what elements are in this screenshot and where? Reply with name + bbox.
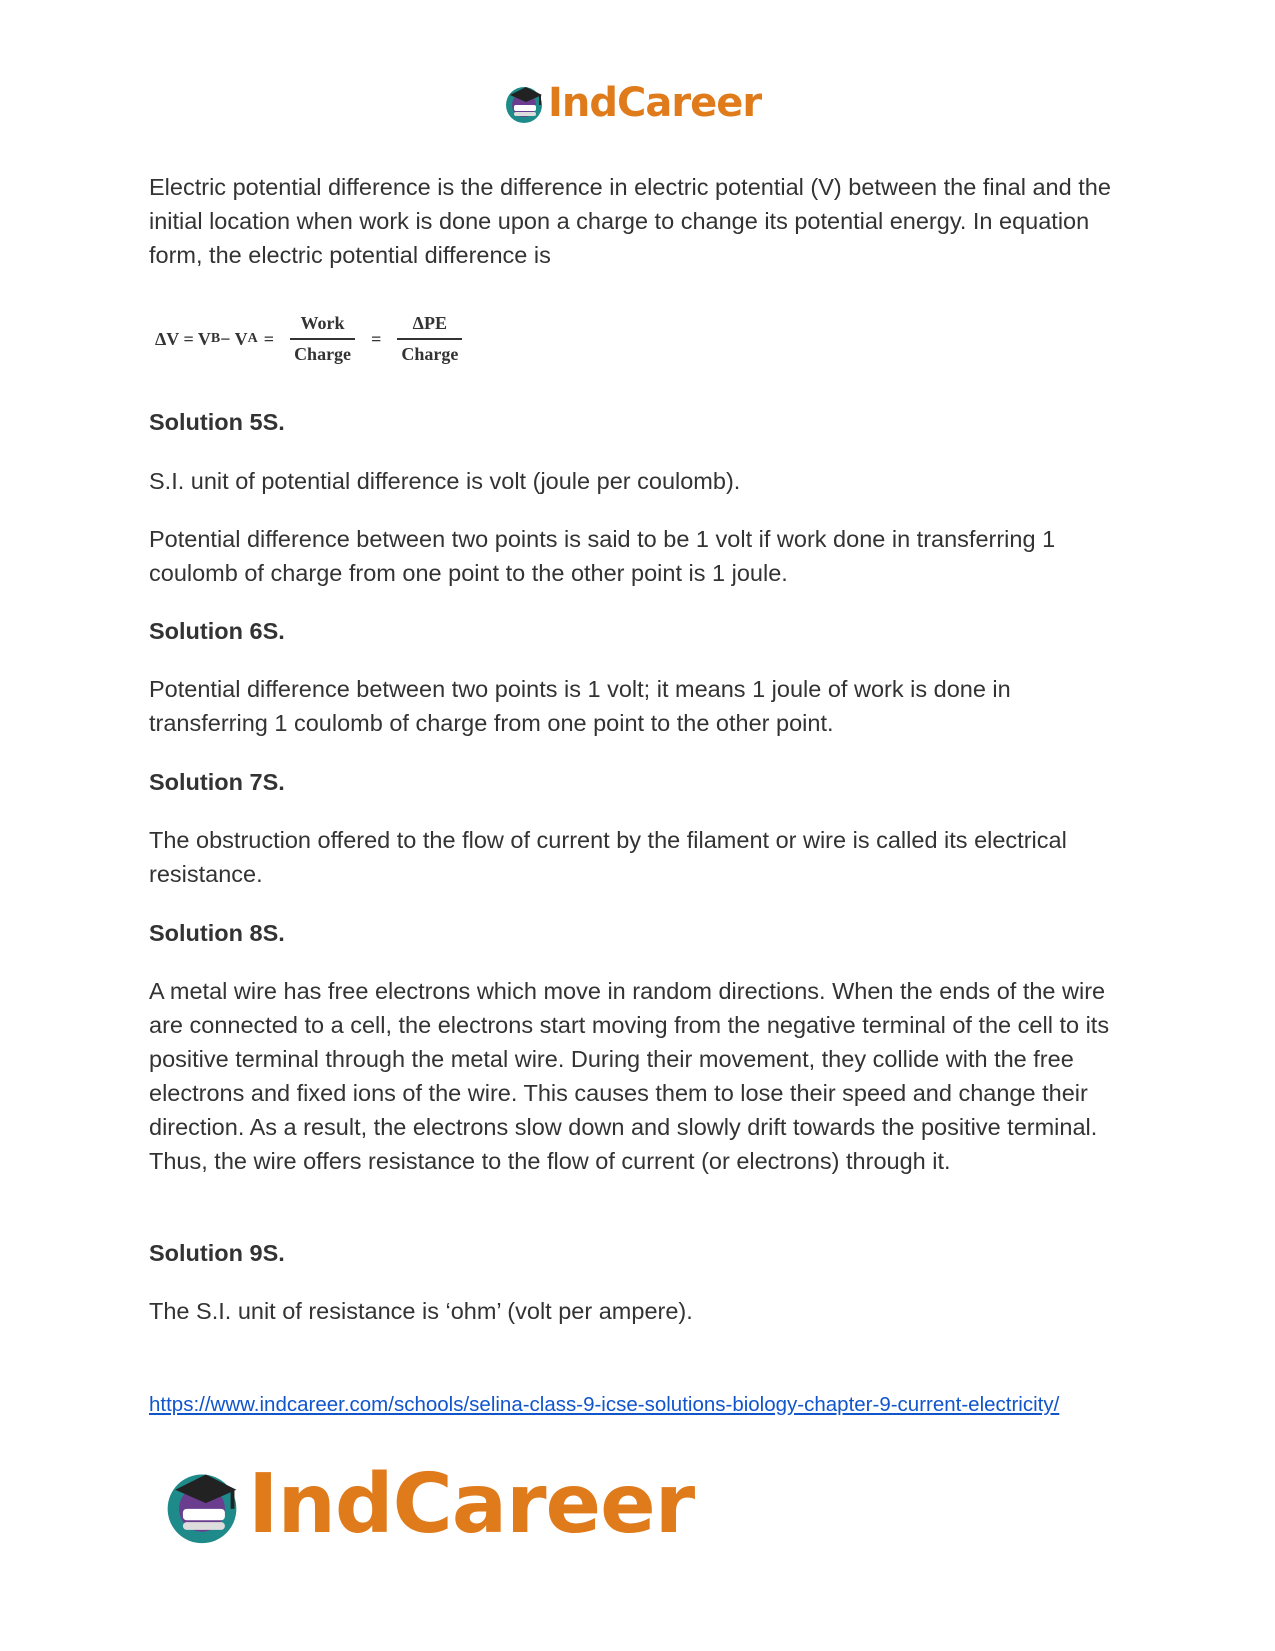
solution-heading: Solution 6S. <box>149 618 285 644</box>
intro-section <box>149 170 1134 272</box>
logo-wordmark: IndCareer <box>548 80 762 126</box>
formula-sub-a: A <box>247 331 258 346</box>
fraction-denominator-charge: Charge <box>290 338 355 365</box>
solution-paragraph: A metal wire has free electrons which move in random directions. When the ends of the wire are connected to a cell, the electrons start moving from the negative terminal of the cell to its positive terminal through the metal wire. During their movement, they collide with the free electrons and fixed ions of the wire. This causes them to lose their speed and change their direction. As a result, the electrons slow down and slowly drift towards the positive terminal. Thus, the wire offers resistance to the flow of current (or electrons) through it. <box>149 978 1110 1174</box>
formula-equals-2: = <box>371 328 382 349</box>
solution-paragraph: Potential difference between two points is said to be 1 volt if work done in transferring 1 coulomb of charge from one point to the other point is 1 joule. <box>149 526 1056 586</box>
solution-9s <box>149 1236 1134 1270</box>
formula-minus: − V <box>220 328 248 349</box>
formula-lhs: ΔV = V <box>155 328 211 349</box>
solution-5s-body-2 <box>149 522 1134 590</box>
solution-7s <box>149 765 1134 799</box>
solution-paragraph: The obstruction offered to the flow of current by the filament or wire is called its electrical resistance. <box>149 827 1067 887</box>
source-link[interactable]: https://www.indcareer.com/schools/selina-class-9-icse-solutions-biology-chapter-9-current-electricity/ <box>149 1393 1060 1416</box>
formula-equals-1: = <box>263 328 275 349</box>
solution-heading: Solution 9S. <box>149 1240 285 1266</box>
solution-8s-body <box>149 974 1134 1178</box>
solution-heading: Solution 7S. <box>149 769 285 795</box>
formula-sub-b: B <box>210 331 221 346</box>
solution-7s-body <box>149 823 1134 891</box>
solution-heading: Solution 8S. <box>149 920 285 946</box>
solution-paragraph: The S.I. unit of resistance is ‘ohm’ (volt per ampere). <box>149 1298 693 1324</box>
header-logo <box>502 80 761 126</box>
solution-paragraph: Potential difference between two points is 1 volt; it means 1 joule of work is done in transferring 1 coulomb of charge from one point to the other point. <box>149 676 1011 736</box>
pe-charge-fraction <box>397 313 462 365</box>
footer-logo <box>160 1457 695 1552</box>
fraction-numerator-work: Work <box>300 313 345 333</box>
intro-paragraph: Electric potential difference is the difference in electric potential (V) between the final and the initial location when work is done upon a charge to change its potential energy. In equation form, the electric potential difference is <box>149 174 1111 268</box>
fraction-denominator-charge-2: Charge <box>397 338 462 365</box>
solution-6s-body <box>149 672 1134 740</box>
solution-heading: Solution 5S. <box>149 409 285 435</box>
work-charge-fraction <box>290 313 355 365</box>
solution-5s <box>149 405 1134 439</box>
solution-6s <box>149 614 1134 648</box>
potential-difference-formula <box>155 308 472 370</box>
solution-paragraph: S.I. unit of potential difference is volt (joule per coulomb). <box>149 468 741 494</box>
solution-9s-body <box>149 1294 1134 1328</box>
fraction-numerator-pe: ΔPE <box>412 313 447 333</box>
solution-5s-body <box>149 464 1134 498</box>
solution-8s <box>149 916 1134 950</box>
graduation-cap-icon <box>502 81 546 125</box>
logo-wordmark: IndCareer <box>248 1457 695 1552</box>
graduation-cap-icon <box>160 1463 244 1547</box>
